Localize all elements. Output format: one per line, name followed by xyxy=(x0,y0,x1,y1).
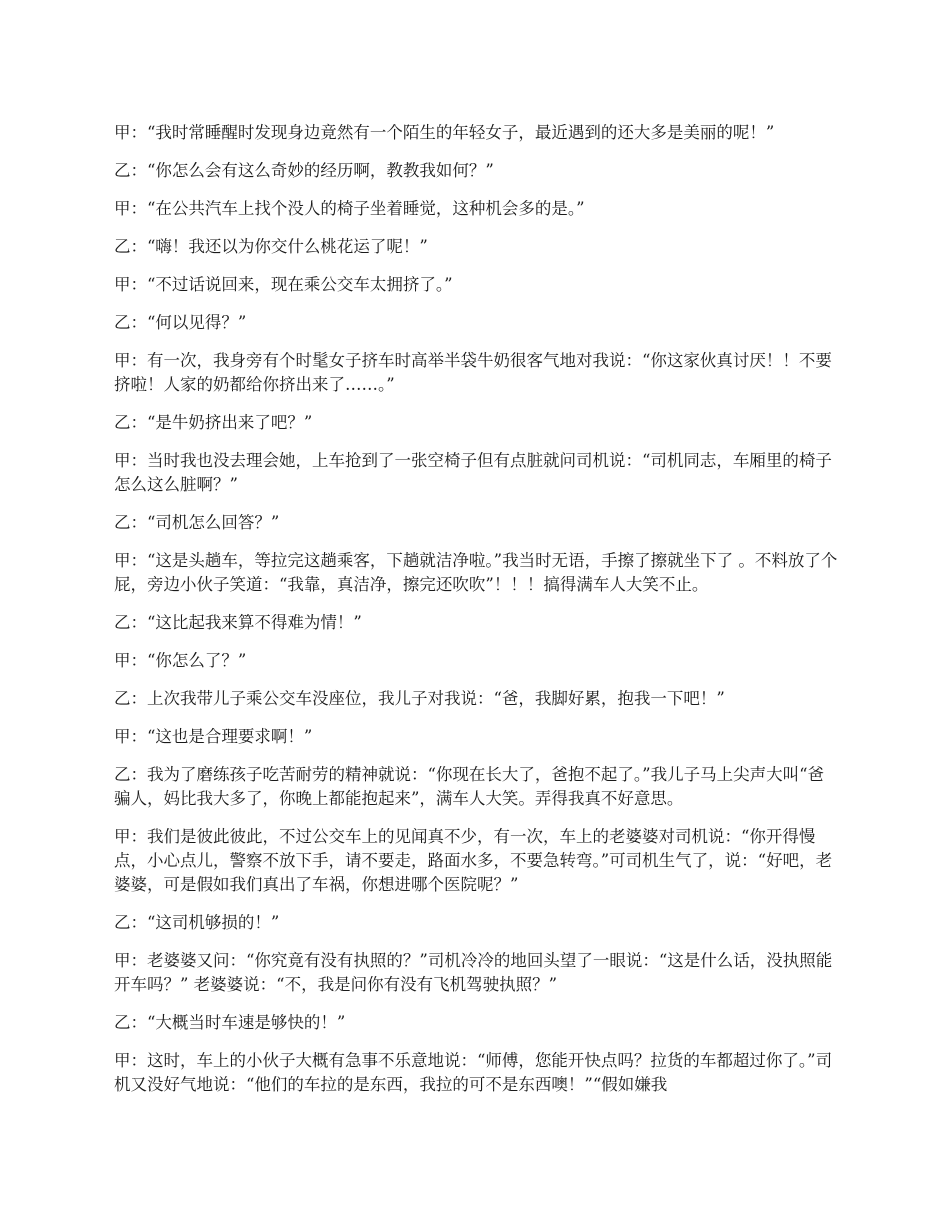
dialogue-paragraph: 乙：“何以见得？” xyxy=(114,313,247,332)
dialogue-paragraph: 甲：“这是头趟车，等拉完这趟乘客，下趟就洁净啦。”我当时无语，手擦了擦就坐下了 。不料放了个屁，旁边小伙子笑道：“我靠，真洁净，擦完还吹吹”！！！搞得满车人大笑不止。 xyxy=(114,551,838,594)
dialogue-paragraph: 甲：“在公共汽车上找个没人的椅子坐着睡觉，这种机会多的是。” xyxy=(114,199,585,218)
dialogue-paragraph: 甲：老婆婆又问：“你究竟有没有执照的？”司机冷冷的地回头望了一眼说：“这是什么话，没执照能开车吗？” 老婆婆说：“不，我是问你有没有飞机驾驶执照？” xyxy=(114,951,833,994)
dialogue-paragraph: 乙：“司机怎么回答？” xyxy=(114,513,280,532)
dialogue-paragraph: 乙：“你怎么会有这么奇妙的经历啊，教教我如何？” xyxy=(114,161,494,180)
dialogue-paragraph: 乙：“嗨！我还以为你交什么桃花运了呢！” xyxy=(114,237,428,256)
dialogue-paragraph: 甲：“你怎么了？” xyxy=(114,651,247,670)
dialogue-paragraph: 甲：“我时常睡醒时发现身边竟然有一个陌生的年轻女子，最近遇到的还大多是美丽的呢！” xyxy=(114,123,775,142)
dialogue-paragraph: 甲：有一次，我身旁有个时髦女子挤车时高举半袋牛奶很客气地对我说：“你这家伙真讨厌！！不要挤啦！人家的奶都给你挤出来了……。” xyxy=(114,351,832,394)
dialogue-paragraph: 乙：“这司机够损的！” xyxy=(114,913,280,932)
dialogue-paragraph: 乙：上次我带儿子乘公交车没座位，我儿子对我说：“爸，我脚好累，抱我一下吧！” xyxy=(114,689,725,708)
dialogue-paragraph: 乙：“大概当时车速是够快的！” xyxy=(114,1013,346,1032)
dialogue-paragraph: 甲：我们是彼此彼此，不过公交车上的见闻真不少，有一次，车上的老婆婆对司机说：“你开得慢点，小心点儿，警察不放下手，请不要走，路面水多，不要急转弯。”可司机生气了，说：“好吧，老婆婆，可是假如我们真出了车祸，你想进哪个医院呢？” xyxy=(114,827,833,894)
dialogue-paragraph: 乙：“这比起我来算不得难为情！” xyxy=(114,613,362,632)
dialogue-paragraph: 甲：“这也是合理要求啊！” xyxy=(114,727,313,746)
dialogue-paragraph: 乙：“是牛奶挤出来了吧？” xyxy=(114,413,313,432)
dialogue-paragraph: 甲：“不过话说回来，现在乘公交车太拥挤了。” xyxy=(114,275,453,294)
document-body xyxy=(114,121,839,1111)
dialogue-paragraph: 甲：当时我也没去理会她，上车抢到了一张空椅子但有点脏就问司机说：“司机同志，车厢里的椅子怎么这么脏啊？” xyxy=(114,451,832,494)
dialogue-paragraph: 甲：这时，车上的小伙子大概有急事不乐意地说：“师傅，您能开快点吗？拉货的车都超过你了。”司机又没好气地说：“他们的车拉的是东西，我拉的可不是东西噢！”“假如嫌我 xyxy=(114,1051,833,1094)
dialogue-paragraph: 乙：我为了磨练孩子吃苦耐劳的精神就说：“你现在长大了，爸抱不起了。”我儿子马上尖声大叫“爸骗人，妈比我大多了，你晚上都能抱起来”，满车人大笑。弄得我真不好意思。 xyxy=(114,765,825,808)
